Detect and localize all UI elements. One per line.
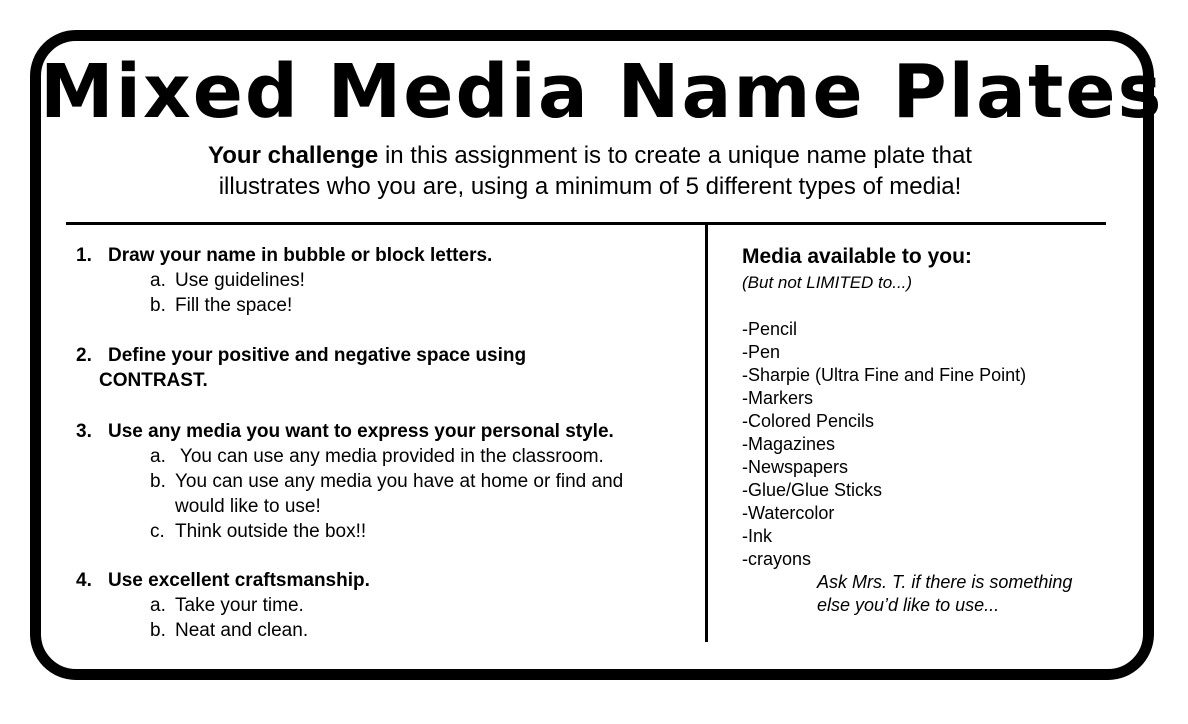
step-2-text: Define your positive and negative space using [108, 345, 527, 366]
media-item: -Magazines [742, 434, 836, 454]
intro-line-1 [60, 140, 1120, 171]
media-item: -Sharpie (Ultra Fine and Fine Point) [742, 365, 1027, 385]
step-2 [76, 345, 526, 367]
media-item: -Pen [742, 342, 781, 362]
step-3-sub-c [150, 521, 366, 543]
step-1-text: Draw your name in bubble or block letters. [108, 245, 493, 266]
step-4-sub-a-letter: a. [150, 595, 166, 616]
step-1-sub-b [150, 295, 292, 317]
step-4-sub-b-letter: b. [150, 620, 166, 641]
step-1-sub-b-letter: b. [150, 295, 166, 316]
step-1 [76, 245, 492, 267]
media-item: -Ink [742, 526, 773, 546]
step-3-sub-a [150, 446, 604, 468]
vertical-divider [705, 225, 708, 642]
step-1-number: 1. [76, 245, 92, 266]
intro-line-1-rest: in this assignment is to create a unique name plate that [378, 142, 972, 169]
horizontal-divider [66, 222, 1106, 225]
intro-text [60, 140, 1120, 202]
step-3 [76, 421, 614, 443]
step-4-number: 4. [76, 570, 92, 591]
step-3-sub-c-letter: c. [150, 521, 165, 542]
step-1-sub-b-text: Fill the space! [175, 295, 293, 316]
step-1-sub-a-text: Use guidelines! [175, 270, 305, 291]
intro-line-2: illustrates who you are, using a minimum of 5 different types of media! [218, 173, 962, 200]
step-1-sub-a-letter: a. [150, 270, 166, 291]
step-3-number: 3. [76, 421, 92, 442]
step-4-text: Use excellent craftsmanship. [108, 570, 370, 591]
media-item: -Markers [742, 388, 813, 408]
step-3-sub-b-letter: b. [150, 471, 166, 492]
step-3-sub-a-letter: a. [150, 446, 166, 467]
media-item: -Pencil [742, 319, 798, 339]
media-item: -Glue/Glue Sticks [742, 480, 883, 500]
media-list [742, 318, 1026, 571]
media-note [817, 571, 1072, 617]
step-3-sub-b [150, 471, 623, 493]
step-3-sub-b-text: You can use any media you have at home or find and [175, 471, 624, 492]
media-item: -Newspapers [742, 457, 849, 477]
media-item: -Colored Pencils [742, 411, 875, 431]
step-3-sub-a-text: You can use any media provided in the classroom. [175, 446, 604, 467]
media-heading: Media available to you: [742, 245, 972, 268]
step-2-line-2: CONTRAST. [99, 370, 208, 391]
media-note-line-2: else you’d like to use... [817, 595, 1000, 615]
step-2-number: 2. [76, 345, 92, 366]
step-1-sub-a [150, 270, 305, 292]
step-4-sub-a-text: Take your time. [175, 595, 304, 616]
step-3-sub-c-text: Think outside the box!! [175, 521, 367, 542]
intro-bold: Your challenge [208, 142, 379, 169]
media-subheading: (But not LIMITED to...) [742, 273, 913, 292]
media-item: -crayons [742, 549, 812, 569]
media-note-line-1: Ask Mrs. T. if there is something [817, 572, 1073, 592]
media-item: -Watercolor [742, 503, 835, 523]
step-3-sub-b-line-2: would like to use! [175, 496, 321, 517]
step-3-text: Use any media you want to express your personal style. [108, 421, 614, 442]
step-4-sub-b [150, 620, 308, 642]
step-4-sub-b-text: Neat and clean. [175, 620, 309, 641]
step-4 [76, 570, 370, 592]
step-4-sub-a [150, 595, 304, 617]
page-title: Mixed Media Name Plates [40, 49, 1164, 135]
